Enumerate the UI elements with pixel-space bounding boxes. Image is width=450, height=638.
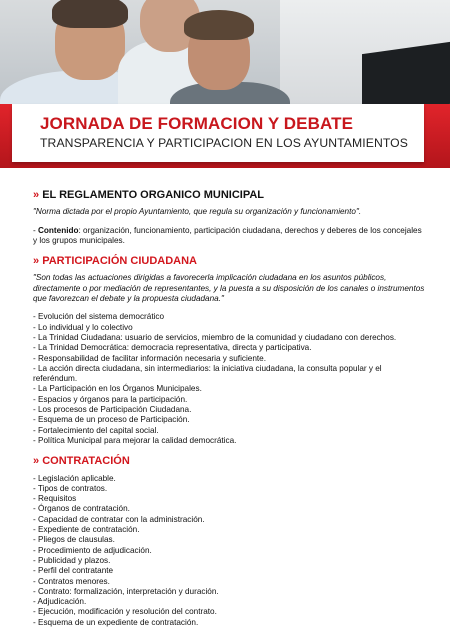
list-item: - Esquema de un proceso de Participación. bbox=[33, 415, 190, 425]
list-item: - Lo individual y lo colectivo bbox=[33, 322, 133, 332]
contratacion-list bbox=[33, 474, 425, 628]
list-item: - Los procesos de Participación Ciudadana. bbox=[33, 405, 192, 415]
list-item: - Responsabilidad de facilitar información necesaria y suficiente. bbox=[33, 353, 267, 363]
list-item: - Contratos menores. bbox=[33, 576, 110, 586]
list-item: - Tipos de contratos. bbox=[33, 483, 108, 493]
header-photo bbox=[0, 0, 450, 120]
page-title: JORNADA DE FORMACION Y DEBATE bbox=[40, 114, 354, 133]
list-item: - Esquema de un expediente de contratación. bbox=[33, 617, 199, 627]
section-heading-participacion: » PARTICIPACIÓN CIUDADANA bbox=[33, 255, 197, 268]
section-content: - Contenido: organización, funcionamiento, participación ciudadana, derechos y deberes de los concejales y los grupos municipales. bbox=[33, 225, 422, 245]
section-quote: "Son todas las actuaciones dirigidas a favorecerla implicación ciudadana en los asuntos públicos, directamente o por mediación de representantes, y la puesta a su disposición de los canales o instrumentos que favorezcan el debate y la propuesta ciudadana." bbox=[33, 273, 425, 304]
list-item: - Ejecución, modificación y resolución del contrato. bbox=[33, 607, 217, 617]
list-item: - Fortalecimiento del capital social. bbox=[33, 425, 159, 435]
section-heading-reglamento: » EL REGLAMENTO ORGANICO MUNICIPAL bbox=[33, 189, 265, 201]
participacion-list bbox=[33, 312, 425, 446]
list-item: - Publicidad y plazos. bbox=[33, 555, 111, 565]
list-item: - Perfil del contratante bbox=[33, 566, 114, 576]
list-item: - Requisitos bbox=[33, 494, 77, 504]
list-item: - Contrato: formalización, interpretación y duración. bbox=[33, 586, 219, 596]
document-body bbox=[33, 190, 425, 638]
list-item: - La Trinidad Democrática: democracia representativa, directa y participativa. bbox=[33, 343, 312, 353]
section-heading-contratacion: » CONTRATACIÓN bbox=[33, 455, 130, 468]
list-item: - Evolución del sistema democrático bbox=[33, 312, 165, 322]
list-item: - Procedimiento de adjudicación. bbox=[33, 545, 152, 555]
list-item: - Pliegos de clausulas. bbox=[33, 535, 115, 545]
list-item: - La Trinidad Ciudadana: usuario de servicios, miembro de la comunidad y ciudadano con derechos. bbox=[33, 332, 397, 342]
list-item: - Adjudicación. bbox=[33, 597, 87, 607]
page-subtitle: TRANSPARENCIA Y PARTICIPACION EN LOS AYUNTAMIENTOS bbox=[40, 136, 408, 150]
list-item: - La Participación en los Órganos Municipales. bbox=[33, 384, 202, 394]
list-item: - Legislación aplicable. bbox=[33, 473, 116, 483]
list-item: - La acción directa ciudadana, sin intermediarios: la iniciativa ciudadana, la consulta popular y el referéndum. bbox=[33, 363, 382, 384]
list-item: - Capacidad de contratar con la administración. bbox=[33, 514, 205, 524]
list-item: - Espacios y órganos para la participación. bbox=[33, 394, 188, 404]
list-item: - Política Municipal para mejorar la calidad democrática. bbox=[33, 435, 237, 445]
section-quote: "Norma dictada por el propio Ayuntamiento, que regula su organización y funcionamiento". bbox=[33, 207, 362, 217]
list-item: - Órganos de contratación. bbox=[33, 504, 130, 514]
list-item: - Expediente de contratación. bbox=[33, 525, 140, 535]
